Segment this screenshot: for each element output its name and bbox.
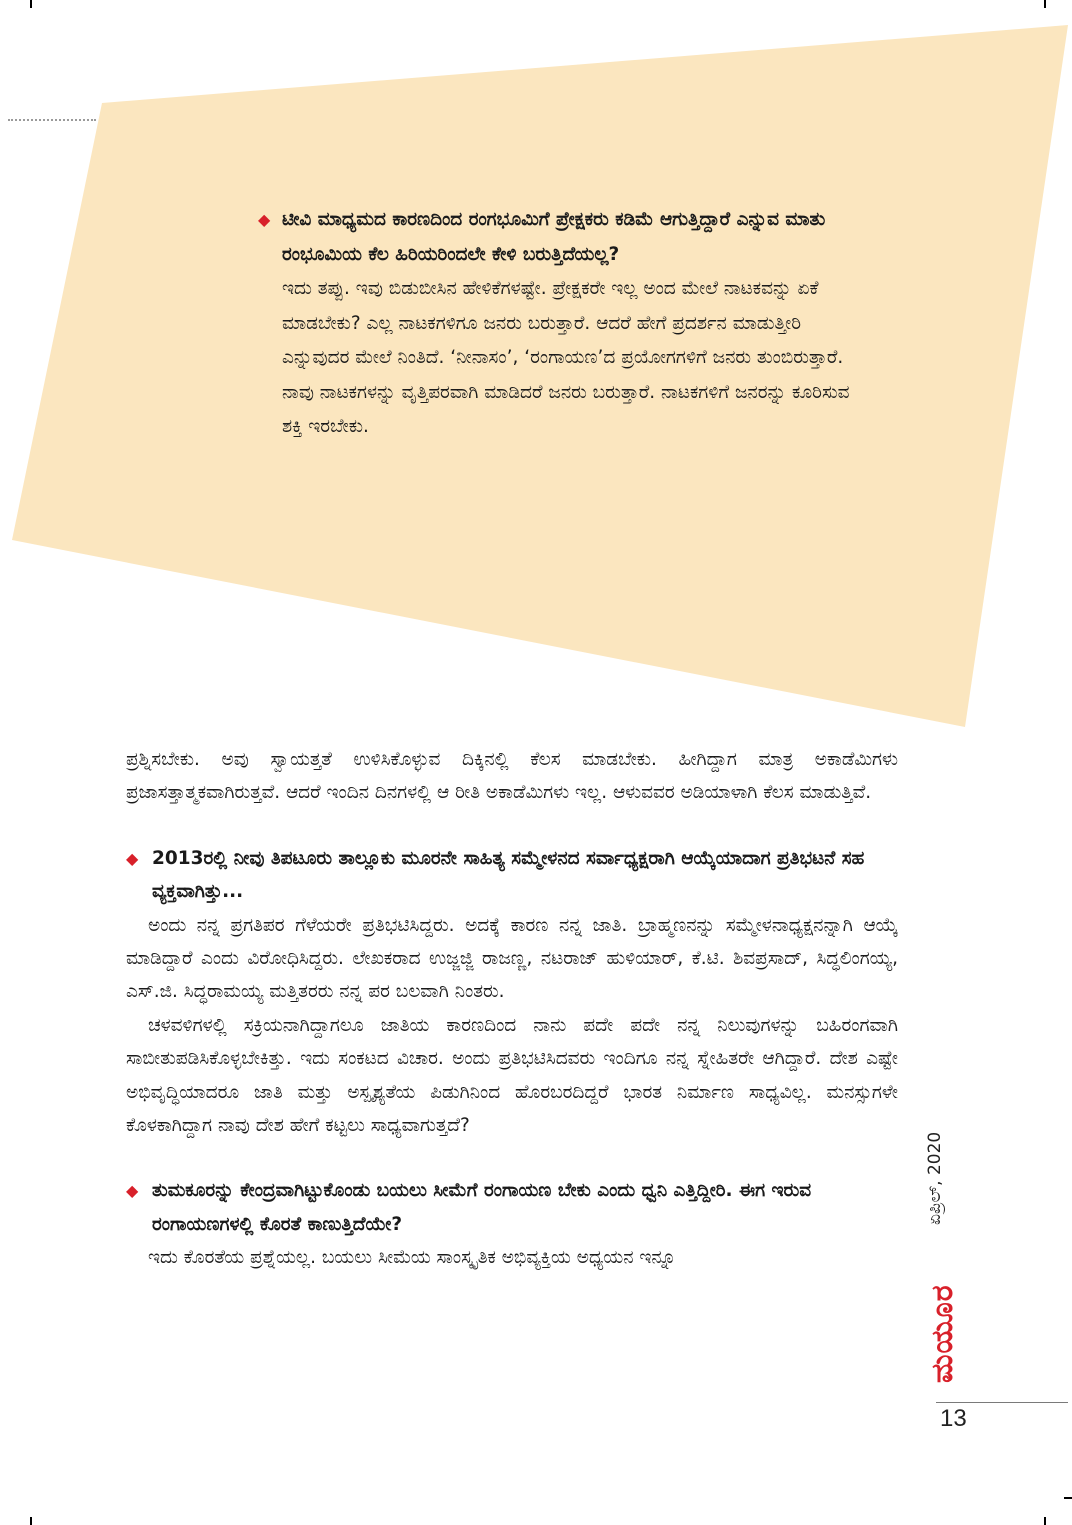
- answer-3-text: ಇದು ಕೊರತೆಯ ಪ್ರಶ್ನೆಯಲ್ಲ. ಬಯಲು ಸೀಮೆಯ ಸಾಂಸ್ಕೃತಿಕ ಅಭಿವ್ಯಕ್ತಿಯ ಅಧ್ಯಯನ ಇನ್ನೂ: [148, 1247, 677, 1269]
- question-block-3: [126, 1174, 898, 1241]
- paragraph-continuation: ಪ್ರಶ್ನಿಸಬೇಕು. ಅವು ಸ್ವಾಯತ್ತತೆ ಉಳಿಸಿಕೊಳ್ಳುವ ದಿಕ್ಕಿನಲ್ಲಿ ಕೆಲಸ ಮಾಡಬೇಕು. ಹೀಗಿದ್ದಾಗ ಮಾತ್ರ ಅಕಾಡೆಮಿಗಳು ಪ್ರಜಾಸತ್ತಾತ್ಮಕವಾಗಿರುತ್ತವೆ. ಆದರೆ ಇಂದಿನ ದಿನಗಳಲ್ಲಿ ಆ ರೀತಿ ಅಕಾಡೆಮಿಗಳು ಇಲ್ಲ. ಆಳುವವರ ಅಡಿಯಾಳಾಗಿ ಕೆಲಸ ಮಾಡುತ್ತಿವೆ.: [126, 749, 898, 804]
- diamond-bullet-icon: ◆: [126, 848, 139, 868]
- question-block: [258, 203, 854, 272]
- issue-date: ಏಪ್ರಿಲ್, 2020: [925, 1131, 945, 1225]
- page-number-rule: [936, 1402, 1068, 1403]
- question-block-2: [126, 842, 898, 909]
- magazine-logo: ಮಯೂರ: [925, 1284, 960, 1383]
- question-text-2: 2013ರಲ್ಲಿ ನೀವು ತಿಪಟೂರು ತಾಲ್ಲೂಕು ಮೂರನೇ ಸಾಹಿತ್ಯ ಸಮ್ಮೇಳನದ ಸರ್ವಾಧ್ಯಕ್ಷರಾಗಿ ಆಯ್ಕೆಯಾದಾಗ ಪ್ರತಿಭಟನೆ ಸಹ ವ್ಯಕ್ತವಾಗಿತ್ತು...: [152, 847, 865, 903]
- page-number: 13: [940, 1405, 967, 1432]
- article-body: [126, 743, 898, 1275]
- diamond-bullet-icon: ◆: [258, 210, 271, 229]
- question-text: ಟೀವಿ ಮಾಧ್ಯಮದ ಕಾರಣದಿಂದ ರಂಗಭೂಮಿಗೆ ಪ್ರೇಕ್ಷಕರು ಕಡಿಮೆ ಆಗುತ್ತಿದ್ದಾರೆ ಎನ್ನುವ ಮಾತು ರಂಭೂಮಿಯ ಕೆಲ ಹಿರಿಯರಿಂದಲೇ ಕೇಳಿ ಬರುತ್ತಿದೆಯಲ್ಲ?: [282, 209, 826, 265]
- answer-2-paragraph-2: ಚಳವಳಿಗಳಲ್ಲಿ ಸಕ್ರಿಯನಾಗಿದ್ದಾಗಲೂ ಜಾತಿಯ ಕಾರಣದಿಂದ ನಾನು ಪದೇ ಪದೇ ನನ್ನ ನಿಲುವುಗಳನ್ನು ಬಹಿರಂಗವಾಗಿ ಸಾಬೀತುಪಡಿಸಿಕೊಳ್ಳಬೇಕಿತ್ತು. ಇದು ಸಂಕಟದ ವಿಚಾರ. ಅಂದು ಪ್ರತಿಭಟಿಸಿದವರು ಇಂದಿಗೂ ನನ್ನ ಸ್ನೇಹಿತರೇ ಆಗಿದ್ದಾರೆ. ದೇಶ ಎಷ್ಟೇ ಅಭಿವೃದ್ಧಿಯಾದರೂ ಜಾತಿ ಮತ್ತು ಅಸ್ಪೃಶ್ಯತೆಯ ಪಿಡುಗಿನಿಂದ ಹೊರಬರದಿದ್ದರೆ ಭಾರತ ನಿರ್ಮಾಣ ಸಾಧ್ಯವಿಲ್ಲ. ಮನಸ್ಸುಗಳೇ ಕೊಳಕಾಗಿದ್ದಾಗ ನಾವು ದೇಶ ಹೇಗೆ ಕಟ್ಟಲು ಸಾಧ್ಯವಾಗುತ್ತದೆ?: [126, 1014, 898, 1137]
- answer-2-paragraph-1: ಅಂದು ನನ್ನ ಪ್ರಗತಿಪರ ಗೆಳೆಯರೇ ಪ್ರತಿಭಟಿಸಿದ್ದರು. ಅದಕ್ಕೆ ಕಾರಣ ನನ್ನ ಜಾತಿ. ಬ್ರಾಹ್ಮಣನನ್ನು ಸಮ್ಮೇಳನಾಧ್ಯಕ್ಷನನ್ನಾಗಿ ಆಯ್ಕೆ ಮಾಡಿದ್ದಾರೆ ಎಂದು ವಿರೋಧಿಸಿದ್ದರು. ಲೇಖಕರಾದ ಉಜ್ಜಜ್ಜಿ ರಾಜಣ್ಣ, ನಟರಾಜ್ ಹುಳಿಯಾರ್, ಕೆ.ಟಿ. ಶಿವಪ್ರಸಾದ್, ಸಿದ್ಧಲಿಂಗಯ್ಯ, ಎಸ್.ಜಿ. ಸಿದ್ಧರಾಮಯ್ಯ ಮತ್ತಿತರರು ನನ್ನ ಪರ ಬಲವಾಗಿ ನಿಂತರು.: [126, 914, 898, 1003]
- answer-text: ಇದು ತಪ್ಪು. ಇವು ಬಿಡುಬೀಸಿನ ಹೇಳಿಕೆಗಳಷ್ಟೇ. ಪ್ರೇಕ್ಷಕರೇ ಇಲ್ಲ ಅಂದ ಮೇಲೆ ನಾಟಕವನ್ನು ಏಕೆ ಮಾಡಬೇಕು? ಎಲ್ಲ ನಾಟಕಗಳಿಗೂ ಜನರು ಬರುತ್ತಾರೆ. ಆದರೆ ಹೇಗೆ ಪ್ರದರ್ಶನ ಮಾಡುತ್ತೀರಿ ಎನ್ನುವುದರ ಮೇಲೆ ನಿಂತಿದೆ. ‘ನೀನಾಸಂ’, ‘ರಂಗಾಯಣ’ದ ಪ್ರಯೋಗಗಳಿಗೆ ಜನರು ತುಂಬಿರುತ್ತಾರೆ. ನಾವು ನಾಟಕಗಳನ್ನು ವೃತ್ತಿಪರವಾಗಿ ಮಾಡಿದರೆ ಜನರು ಬರುತ್ತಾರೆ. ನಾಟಕಗಳಿಗೆ ಜನರನ್ನು ಕೂರಿಸುವ ಶಕ್ತಿ ಇರಬೇಕು.: [282, 278, 850, 437]
- highlight-box-text: [258, 203, 854, 445]
- question-text-3: ತುಮಕೂರನ್ನು ಕೇಂದ್ರವಾಗಿಟ್ಟುಕೊಂಡು ಬಯಲು ಸೀಮೆಗೆ ರಂಗಾಯಣ ಬೇಕು ಎಂದು ಧ್ವನಿ ಎತ್ತಿದ್ದೀರಿ. ಈಗ ಇರುವ ರಂಗಾಯಣಗಳಲ್ಲಿ ಕೊರತೆ ಕಾಣುತ್ತಿದೆಯೇ?: [152, 1180, 812, 1235]
- diamond-bullet-icon: ◆: [126, 1181, 139, 1201]
